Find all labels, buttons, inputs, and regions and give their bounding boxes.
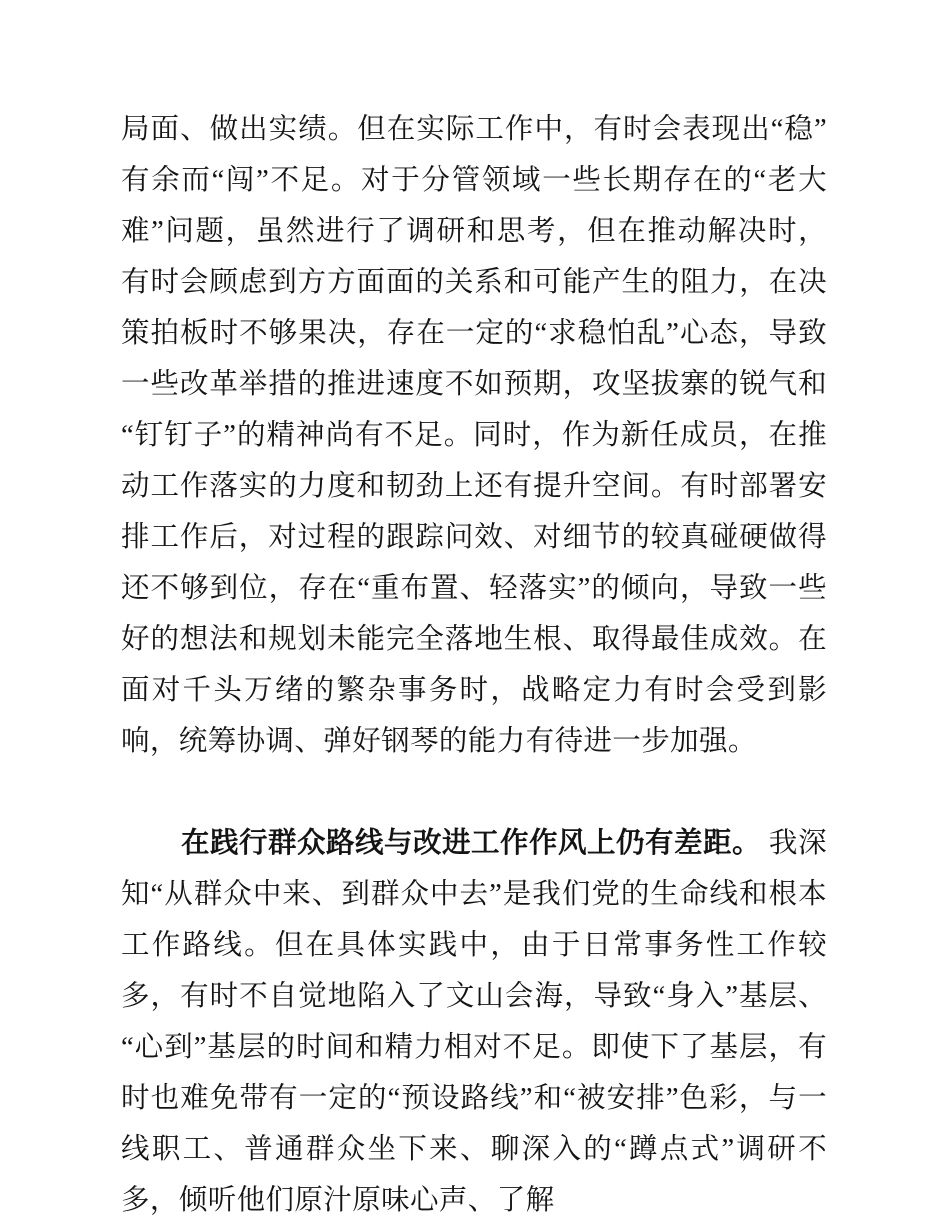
inline-section-heading: 在践行群众路线与改进工作作风上仍有差距。: [181, 827, 762, 859]
paragraph-text-run: 我深知“从群众中来、到群众中去”是我们党的生命线和根本工作路线。但在具体实践中，由于日常事务性工作较多，有时不自觉地陷入了文山会海，导致“身入”基层、“心到”基层的时间和精力相对不足。即使下了基层，有时也难免带有一定的“预设路线”和“被安排”色彩，与一线职工、普通群众坐下来、聊深入的“蹲点式”调研不多，倾听他们原汁原味心声、了解: [121, 828, 827, 1216]
document-text-body: [121, 104, 827, 1226]
paragraph-continued: [121, 104, 827, 767]
paragraph-text-run: 局面、做出实绩。但在实际工作中，有时会表现出“稳”有余而“闯”不足。对于分管领域一些长期存在的“老大难”问题，虽然进行了调研和思考，但在推动解决时，有时会顾虑到方方面面的关系和可能产生的阻力，在决策拍板时不够果决，存在一定的“求稳怕乱”心态，导致一些改革举措的推进速度不如预期，攻坚拔寨的锐气和“钉钉子”的精神尚有不足。同时，作为新任成员，在推动工作落实的力度和韧劲上还有提升空间。有时部署安排工作后，对过程的跟踪问效、对细节的较真碰硬做得还不够到位，存在“重布置、轻落实”的倾向，导致一些好的想法和规划未能完全落地生根、取得最佳成效。在面对千头万绪的繁杂事务时，战略定力有时会受到影响，统筹协调、弹好钢琴的能力有待进一步加强。: [121, 114, 827, 757]
paragraph-section-heading: [121, 818, 827, 1226]
